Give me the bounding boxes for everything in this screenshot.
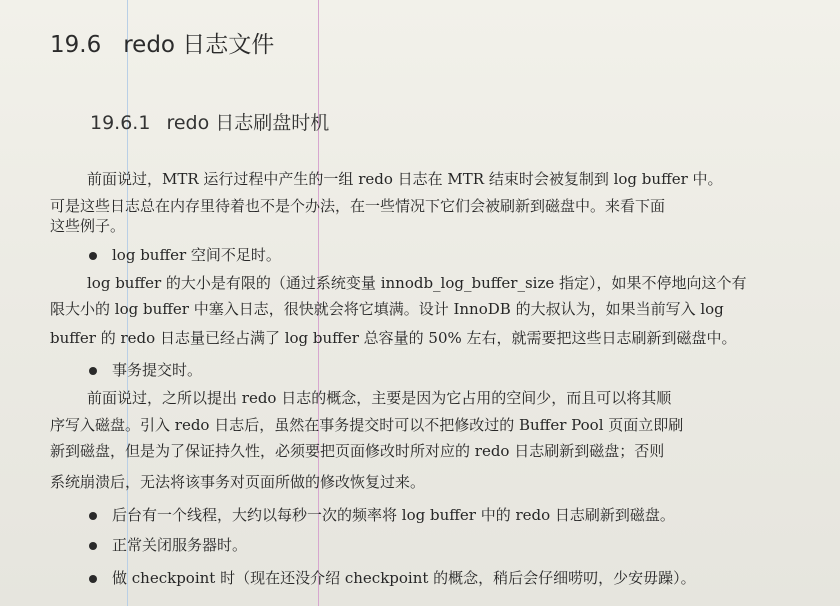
bullet-dot-icon <box>89 367 97 375</box>
bullet-dot-icon <box>89 512 97 520</box>
paragraph-2-line-3: buffer 的 redo 日志量已经占满了 log buffer 总容量的 50% 左右，就需要把这些日志刷新到磁盘中。 <box>50 329 737 347</box>
bullet-dot-icon <box>89 575 97 583</box>
subsection-heading <box>90 108 329 135</box>
section-number: 19.6 <box>50 32 102 58</box>
paragraph-1-line-1: 前面说过，MTR 运行过程中产生的一组 redo 日志在 MTR 结束时会被复制到 log buffer 中。 <box>87 170 723 188</box>
bullet-item-background-thread: 后台有一个线程，大约以每秒一次的频率将 log buffer 中的 redo 日志刷新到磁盘。 <box>112 506 675 524</box>
paragraph-3-line-2: 序写入磁盘。引入 redo 日志后，虽然在事务提交时可以不把修改过的 Buffer Pool 页面立即刷 <box>50 416 684 434</box>
bullet-item-checkpoint: 做 checkpoint 时（现在还没介绍 checkpoint 的概念，稍后会仔细唠叨，少安毋躁）。 <box>112 569 696 587</box>
bullet-item-server-shutdown: 正常关闭服务器时。 <box>112 536 248 554</box>
paragraph-1-line-2: 可是这些日志总在内存里待着也不是个办法，在一些情况下它们会被刷新到磁盘中。来看下面 <box>50 197 666 215</box>
section-title: redo 日志文件 <box>123 32 275 58</box>
bullet-dot-icon <box>89 252 97 260</box>
bullet-item-log-buffer: log buffer 空间不足时。 <box>112 246 281 264</box>
bullet-dot-icon <box>89 542 97 550</box>
subsection-number: 19.6.1 <box>90 112 151 134</box>
paragraph-3-line-4: 系统崩溃后，无法将该事务对页面所做的修改恢复过来。 <box>50 473 426 491</box>
paragraph-2-line-1: log buffer 的大小是有限的（通过系统变量 innodb_log_buffer_size 指定），如果不停地向这个有 <box>87 274 747 292</box>
paragraph-3-line-1: 前面说过，之所以提出 redo 日志的概念，主要是因为它占用的空间少，而且可以将其顺 <box>87 389 672 407</box>
bullet-item-transaction-commit: 事务提交时。 <box>112 361 203 379</box>
paragraph-2-line-2: 限大小的 log buffer 中塞入日志，很快就会将它填满。设计 InnoDB 的大叔认为，如果当前写入 log <box>50 300 724 318</box>
paragraph-1-line-3: 这些例子。 <box>50 217 126 235</box>
subsection-title: redo 日志刷盘时机 <box>166 112 330 134</box>
paragraph-3-line-3: 新到磁盘，但是为了保证持久性，必须要把页面修改时所对应的 redo 日志刷新到磁盘；否则 <box>50 442 665 460</box>
section-heading <box>50 26 274 59</box>
